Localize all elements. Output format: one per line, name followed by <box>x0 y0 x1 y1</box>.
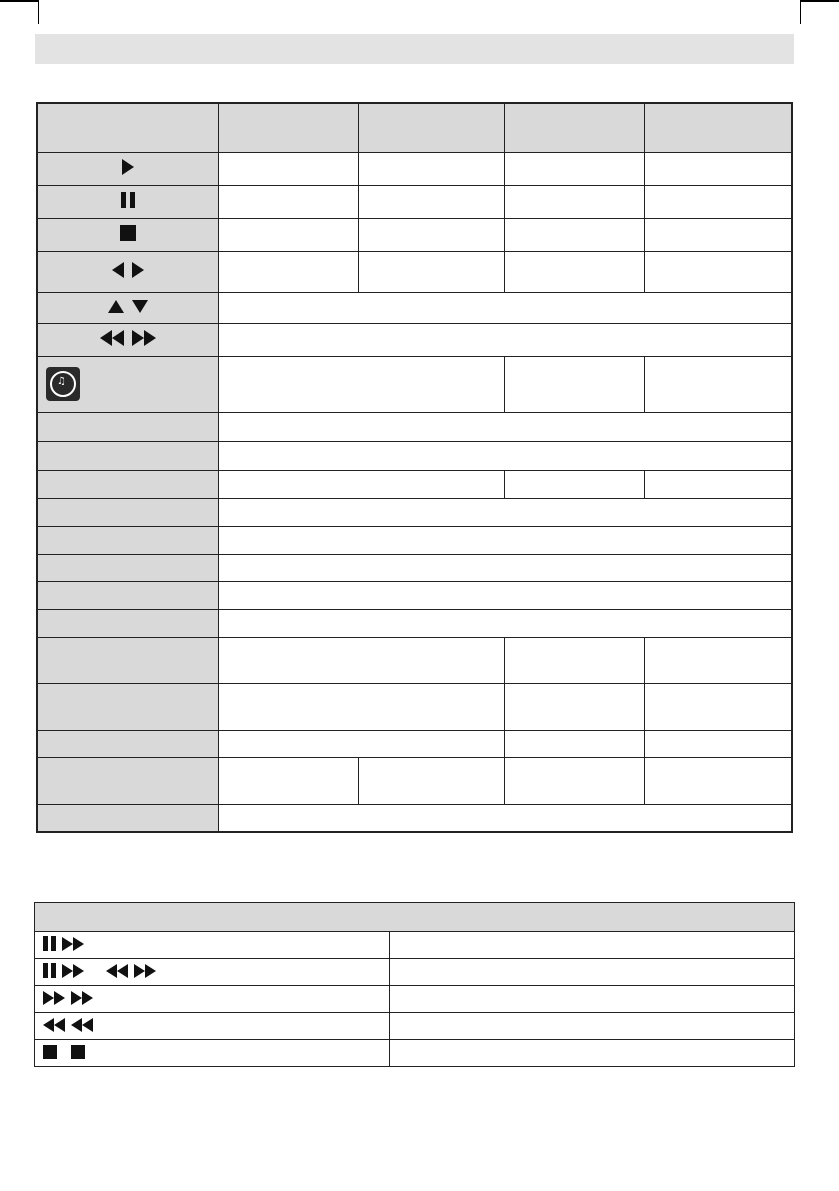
key-cell <box>37 185 218 218</box>
table-cell <box>644 218 792 251</box>
key-cell <box>37 152 218 185</box>
table-cell <box>358 185 504 218</box>
table-cell <box>218 185 358 218</box>
stop-icon <box>120 225 136 241</box>
table-cell <box>218 683 504 730</box>
table-row <box>37 526 792 554</box>
table-cell <box>358 757 504 804</box>
table-cell <box>218 498 792 526</box>
up-down-arrows-icon <box>108 300 148 313</box>
table-row <box>37 152 792 185</box>
legend-title-row <box>35 903 795 932</box>
table-row <box>37 470 792 498</box>
table-cell <box>218 323 792 356</box>
table-cell <box>644 637 792 683</box>
table-row <box>37 757 792 804</box>
pause-icon <box>121 192 135 208</box>
table-cell <box>218 292 792 323</box>
table-row <box>37 185 792 218</box>
table-cell <box>644 152 792 185</box>
table-cell <box>644 730 792 757</box>
key-cell <box>37 498 218 526</box>
button-combination-table <box>34 902 795 1067</box>
table-cell <box>644 683 792 730</box>
key-cell <box>37 470 218 498</box>
key-cell <box>37 292 218 323</box>
table-cell <box>358 218 504 251</box>
legend-title <box>35 903 795 932</box>
table-cell <box>644 470 792 498</box>
table-cell <box>218 730 504 757</box>
table-row <box>37 218 792 251</box>
table-cell <box>504 152 644 185</box>
table-cell <box>218 609 792 637</box>
legend-text-cell <box>390 959 795 986</box>
header-cell <box>644 103 792 152</box>
table-cell <box>504 218 644 251</box>
crop-mark-top-left <box>0 0 38 2</box>
table-cell <box>644 356 792 412</box>
table-cell <box>218 356 504 412</box>
legend-icons-cell <box>35 1013 390 1040</box>
left-right-arrows-icon <box>112 262 144 278</box>
table-cell <box>218 554 792 581</box>
table-row <box>37 251 792 292</box>
legend-icons-cell <box>35 932 390 959</box>
pause-fast-forward-rewind-fast-forward-icon <box>43 963 156 978</box>
legend-icons-cell <box>35 959 390 986</box>
key-cell <box>37 683 218 730</box>
header-cell <box>37 103 218 152</box>
table-row <box>37 412 792 441</box>
key-cell <box>37 637 218 683</box>
legend-text-cell <box>390 1040 795 1067</box>
table-row <box>37 804 792 832</box>
table-row <box>35 1040 795 1067</box>
table-cell <box>218 470 504 498</box>
table-cell <box>218 526 792 554</box>
table-row <box>35 1013 795 1040</box>
table-cell <box>644 251 792 292</box>
section-header-bar <box>35 34 794 64</box>
header-cell <box>504 103 644 152</box>
table-cell <box>218 251 358 292</box>
play-icon <box>122 159 134 175</box>
table-cell <box>644 185 792 218</box>
table-cell <box>218 581 792 609</box>
table-cell <box>358 152 504 185</box>
crop-mark-top-right <box>801 0 839 2</box>
table-row <box>37 356 792 412</box>
table-row <box>37 323 792 356</box>
key-cell <box>37 609 218 637</box>
crop-mark-top-left-v <box>38 0 39 24</box>
key-cell <box>37 412 218 441</box>
table-cell <box>218 804 792 832</box>
stop-stop-icon <box>43 1045 85 1059</box>
key-cell <box>37 757 218 804</box>
rewind-rewind-icon <box>43 1018 93 1032</box>
table-row <box>37 581 792 609</box>
table-cell <box>504 356 644 412</box>
table-header-row <box>37 103 792 152</box>
table-cell <box>218 218 358 251</box>
key-cell <box>37 251 218 292</box>
table-row <box>37 683 792 730</box>
media-controls-table <box>36 102 793 833</box>
table-row <box>35 986 795 1013</box>
key-cell <box>37 730 218 757</box>
crop-mark-top-right-v <box>800 0 801 24</box>
table-row <box>37 441 792 470</box>
header-cell <box>218 103 358 152</box>
table-cell <box>644 757 792 804</box>
table-cell <box>218 412 792 441</box>
table-cell <box>504 757 644 804</box>
media-browser-icon: ♫ <box>46 367 80 401</box>
table-cell <box>504 683 644 730</box>
table-row <box>37 730 792 757</box>
table-cell <box>218 152 358 185</box>
legend-icons-cell <box>35 986 390 1013</box>
table-row <box>37 498 792 526</box>
key-cell <box>37 323 218 356</box>
table-row <box>35 959 795 986</box>
key-cell <box>37 804 218 832</box>
table-row <box>37 609 792 637</box>
table-row <box>37 637 792 683</box>
table-cell <box>504 637 644 683</box>
legend-text-cell <box>390 1013 795 1040</box>
table-cell <box>218 637 504 683</box>
key-cell <box>37 581 218 609</box>
table-cell <box>504 470 644 498</box>
header-cell <box>358 103 504 152</box>
legend-text-cell <box>390 986 795 1013</box>
table-cell <box>358 251 504 292</box>
table-cell <box>504 730 644 757</box>
fast-forward-fast-forward-icon <box>43 991 93 1005</box>
table-row <box>35 932 795 959</box>
table-cell <box>504 251 644 292</box>
table-cell <box>504 185 644 218</box>
table-row <box>37 554 792 581</box>
key-cell <box>37 218 218 251</box>
table-row <box>37 292 792 323</box>
pause-fast-forward-icon <box>43 936 84 951</box>
key-cell <box>37 554 218 581</box>
legend-icons-cell <box>35 1040 390 1067</box>
key-cell <box>37 441 218 470</box>
key-cell <box>37 356 218 412</box>
legend-text-cell <box>390 932 795 959</box>
rewind-fast-forward-icon <box>100 330 156 346</box>
table-cell <box>218 757 358 804</box>
table-cell <box>218 441 792 470</box>
key-cell <box>37 526 218 554</box>
